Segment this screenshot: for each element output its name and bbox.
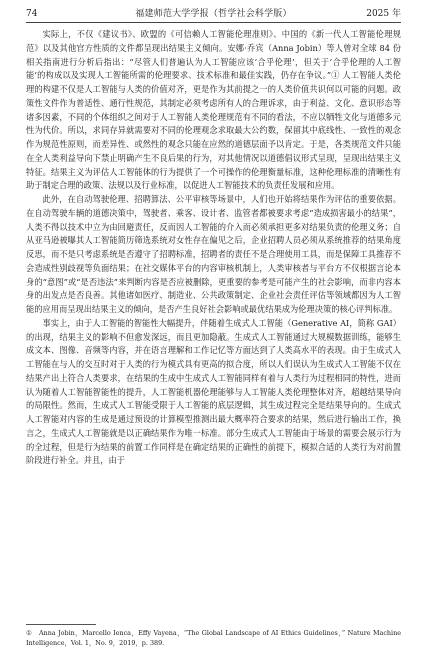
journal-title: 福建师范大学学报（哲学社会科学版） xyxy=(135,9,292,19)
header-rule xyxy=(26,22,401,23)
footnote xyxy=(26,628,401,648)
body-text xyxy=(26,28,401,468)
paragraph-1: 实际上，不仅《建议书》、欧盟的《可信赖人工智能伦理准则》、中国的《新一代人工智能伦理规范》以及其他官方性质的文件都呈现出结果主义倾向。安娜·乔宾（Anna Jobin）等人曾对全球 84 份相关指南进行分析后指出：“尽管人们普遍认为人工智能应该‘合乎伦理’，但关于‘合乎伦理的人工智能’的构成以及实现人工智能所需的伦理要求、技术标准和最佳实践，仍存在争议。”① 人工智能人类伦理的构建不仅是人工智能与人类的价值对齐，更是作为其前提之一的人类价值共识何以可能的问题。政策性文件作为普适性、通行性规范，其制定必须考虑所有人的合理诉求，由于利益、文化、意识形态等诸多因素，不同的个体组织之间对于人工智能人类伦理规范有不同的看法，不应以牺牲文化与道德多元性为代价。所以，求同存异就需要对不同的伦理观念求取最大公约数，保留其中底线性、一致性的观念作为规范性原则，而差异性、或然性的观念只能在应然的道德层面予以肯定。于是，各类规范文件只能在全人类利益导向下禁止明确产生不良后果的行为，对其他情况以道德倡议形式呈现，呈现出结果主义特征。结果主义为评估人工智能体的行为提供了一个可操作的伦理衡量标准，这种伦理标准的清晰性有助于制定合理的政策、法规以及行业标准，以促进人工智能技术的负责任发展和应用。 xyxy=(26,29,401,191)
running-header xyxy=(26,8,401,21)
paragraph-3: 事实上，由于人工智能的智能性大幅提升，伴随着生成式人工智能（Generative AI，简称 GAI）的出现，结果主义的影响不但愈发深远，而且更加隐蔽。生成式人工智能通过大规模数据训练，能够生成文本、图像、音频等内容，并在语言理解和工作记忆等方面达到了人类高水平的表现。由于生成式人工智能在与人的交互时对于人类的行为模式具有更高的拟合度，所以人们误认为生成式人工智能不仅在结果产出上符合人类要求，在结果的生成中生成式人工智能同样有着与人类行为过程相同的特性，进而认为随着人工智能智能性的提升，人工智能机器伦理能够与人工智能人类伦理整体对齐，超越结果导向的局限性。然而，生成式人工智能受限于人工智能的底层逻辑，其生成过程完全是结果导向的。生成式人工智能对内容的生成是通过预设的计算模型推测出最大概率符合要求的结果，然后进行输出工作，换言之，生成式人工智能就是以正确结果作为唯一标准。部分生成式人工智能由于场景的需要会展示行为的全过程，但是行为结果的前置工作同样是在确定结果的正确性的前提下，模拟合适的人类行为对前置阶段进行补全。并且，由于 xyxy=(26,317,401,466)
page-number: 74 xyxy=(26,9,38,19)
year-issue: 2025 年 xyxy=(366,9,401,19)
footnote-1: ① Anna Jobin，Marcello Ienca，Effy Vayena，“The Global Landscape of AI Ethics Guidelines，” Nature Machine Intelligence，Vol. 1，No. 9，2019，p. 389. xyxy=(26,629,401,647)
footnote-rule xyxy=(26,624,96,625)
paragraph-2: 此外，在自动驾驶伦理、招聘算法、公平审核等场景中，人们也开始将结果作为评估的重要依据。在自动驾驶车辆的道德决策中，驾驶者、乘客、设计者、监管者都被要求考虑“造成损害最小的结果”，人类不得以技术中立为由回避责任，反而因人工智能的介入而必须承担更多对结果负责的伦理义务；自从亚马逊被曝其人工智能简历筛选系统对女性存在偏见之后，企业招聘人员必须从系统推荐的结果角度反思，而不是只考虑系统是否遵守了招聘标准，招聘者的责任不是合理使用工具，而是保障工具推荐不会造成性别歧视等负面结果；在社交媒体平台的内容审核机制上，人类审核者与平台方不仅根据言论本身的“意图”或“是否违法”来判断内容是否应被删除，更重要的参考是可能产生的社会影响，而非内容本身的出发点是否良善。其他诸如医疗、制造业、公共政策制定、企业社会责任评估等领域都因为人工智能的应用而呈现出结果主义的倾向，是否产生良好社会影响或最优结果成为伦理决策的核心评判标准。 xyxy=(26,194,401,314)
